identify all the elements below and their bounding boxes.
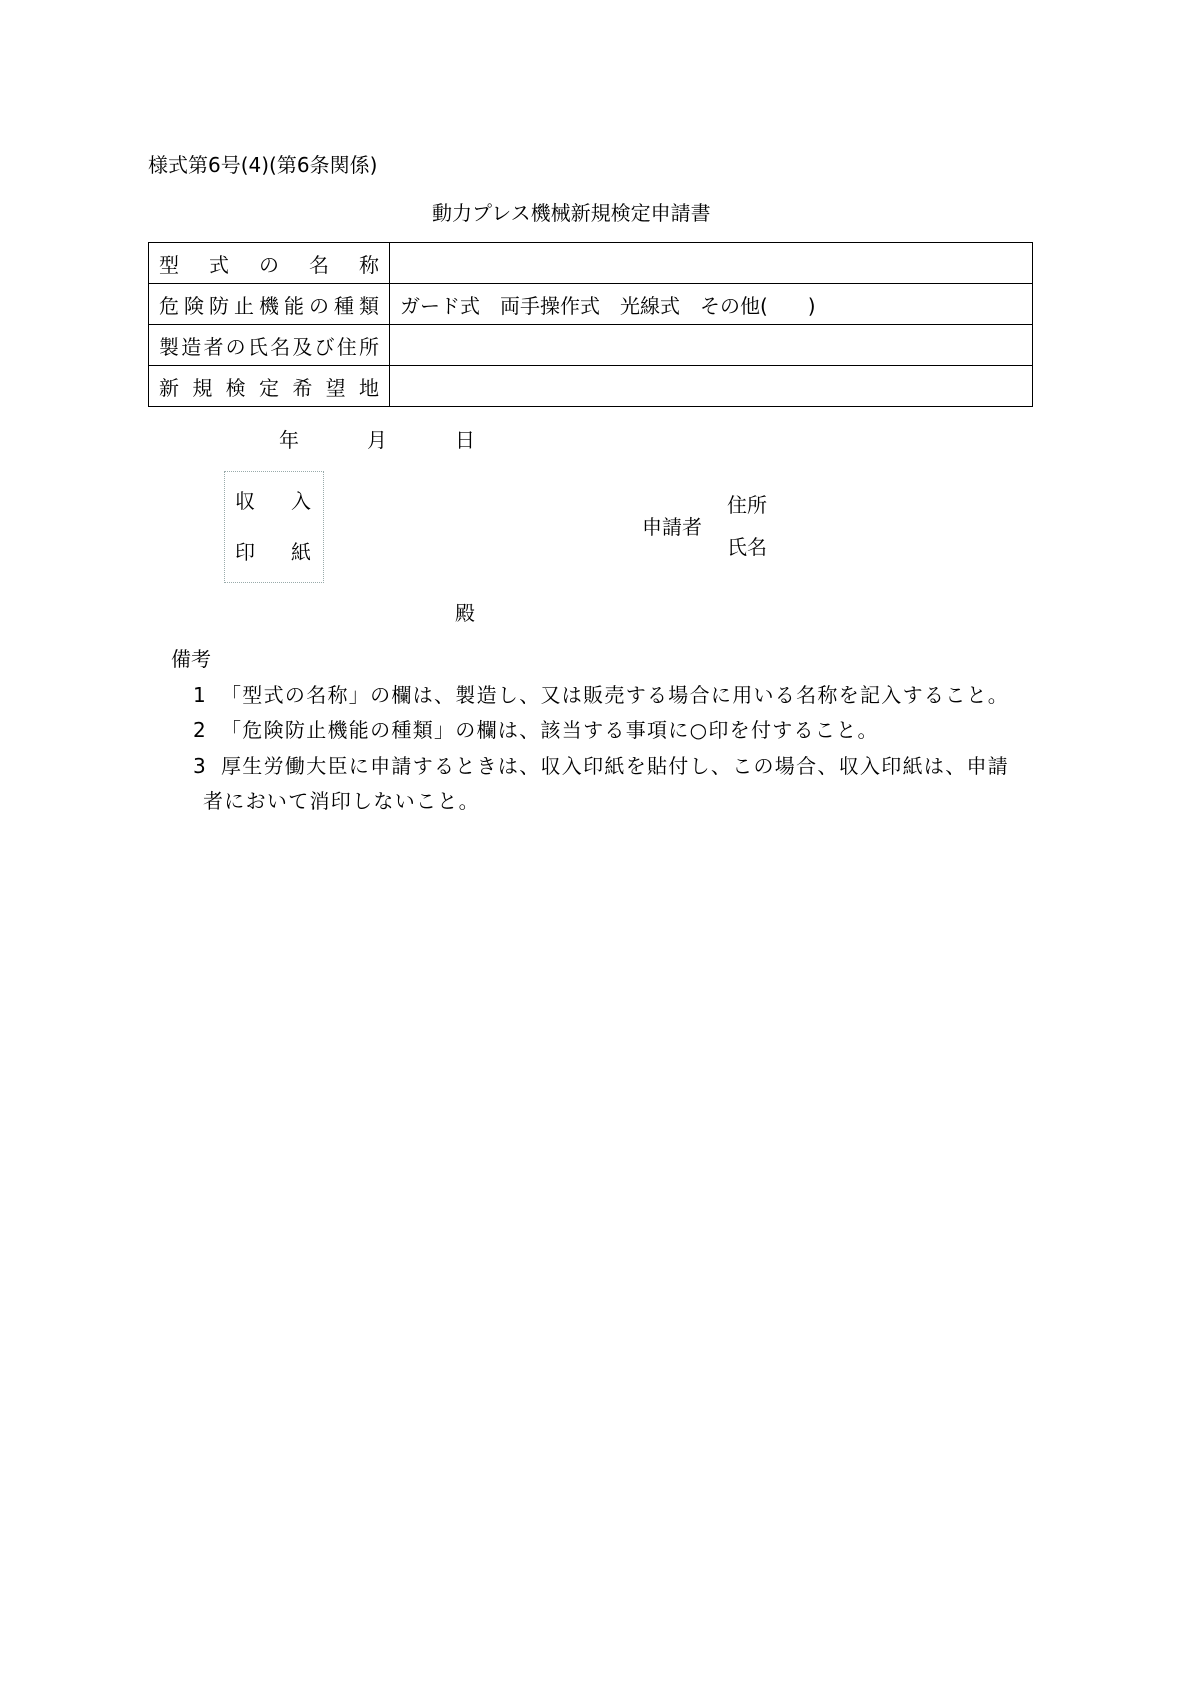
applicant-address-label: 住所 xyxy=(727,493,767,517)
row-label-model-name: 型式の名称 xyxy=(149,243,390,284)
revenue-stamp-box xyxy=(224,471,324,583)
table-row xyxy=(149,243,1033,284)
document-title: 動力プレス機械新規検定申請書 xyxy=(432,201,711,225)
note-text-continuation: 者において消印しないこと。 xyxy=(203,789,480,813)
note-text: 厚生労働大臣に申請するときは、収入印紙を貼付し、この場合、収入印紙は、申請 xyxy=(221,754,1010,778)
date-month: 月 xyxy=(367,428,387,452)
row-label-inspection-location: 新規検定希望地 xyxy=(149,366,390,407)
date-day: 日 xyxy=(455,428,475,452)
row-value-inspection-location[interactable] xyxy=(390,366,1033,407)
application-table xyxy=(148,242,1033,407)
stamp-char: 収 xyxy=(235,489,255,513)
note-number: 1 xyxy=(193,683,206,707)
row-value-manufacturer[interactable] xyxy=(390,325,1033,366)
notes-heading: 備考 xyxy=(171,647,211,671)
note-text: 「危険防止機能の種類」の欄は、該当する事項に○印を付すること。 xyxy=(221,718,879,742)
date-year: 年 xyxy=(279,428,299,452)
addressee-honorific: 殿 xyxy=(455,601,475,625)
form-number: 様式第6号(4)(第6条関係) xyxy=(148,153,378,177)
applicant-label: 申請者 xyxy=(642,515,702,539)
row-value-model-name[interactable] xyxy=(390,243,1033,284)
note-text: 「型式の名称」の欄は、製造し、又は販売する場合に用いる名称を記入すること。 xyxy=(221,683,1010,707)
table-row xyxy=(149,366,1033,407)
row-label-safety-function: 危険防止機能の種類 xyxy=(149,284,390,325)
row-label-manufacturer: 製造者の氏名及び住所 xyxy=(149,325,390,366)
note-number: 3 xyxy=(193,754,206,778)
table-row xyxy=(149,284,1033,325)
stamp-char: 印 xyxy=(235,540,255,564)
applicant-name-label: 氏名 xyxy=(727,535,767,559)
table-row xyxy=(149,325,1033,366)
note-number: 2 xyxy=(193,718,206,742)
stamp-char: 入 xyxy=(291,489,311,513)
stamp-char: 紙 xyxy=(291,540,311,564)
row-value-safety-function[interactable]: ガード式 両手操作式 光線式 その他( ) xyxy=(390,284,1033,325)
